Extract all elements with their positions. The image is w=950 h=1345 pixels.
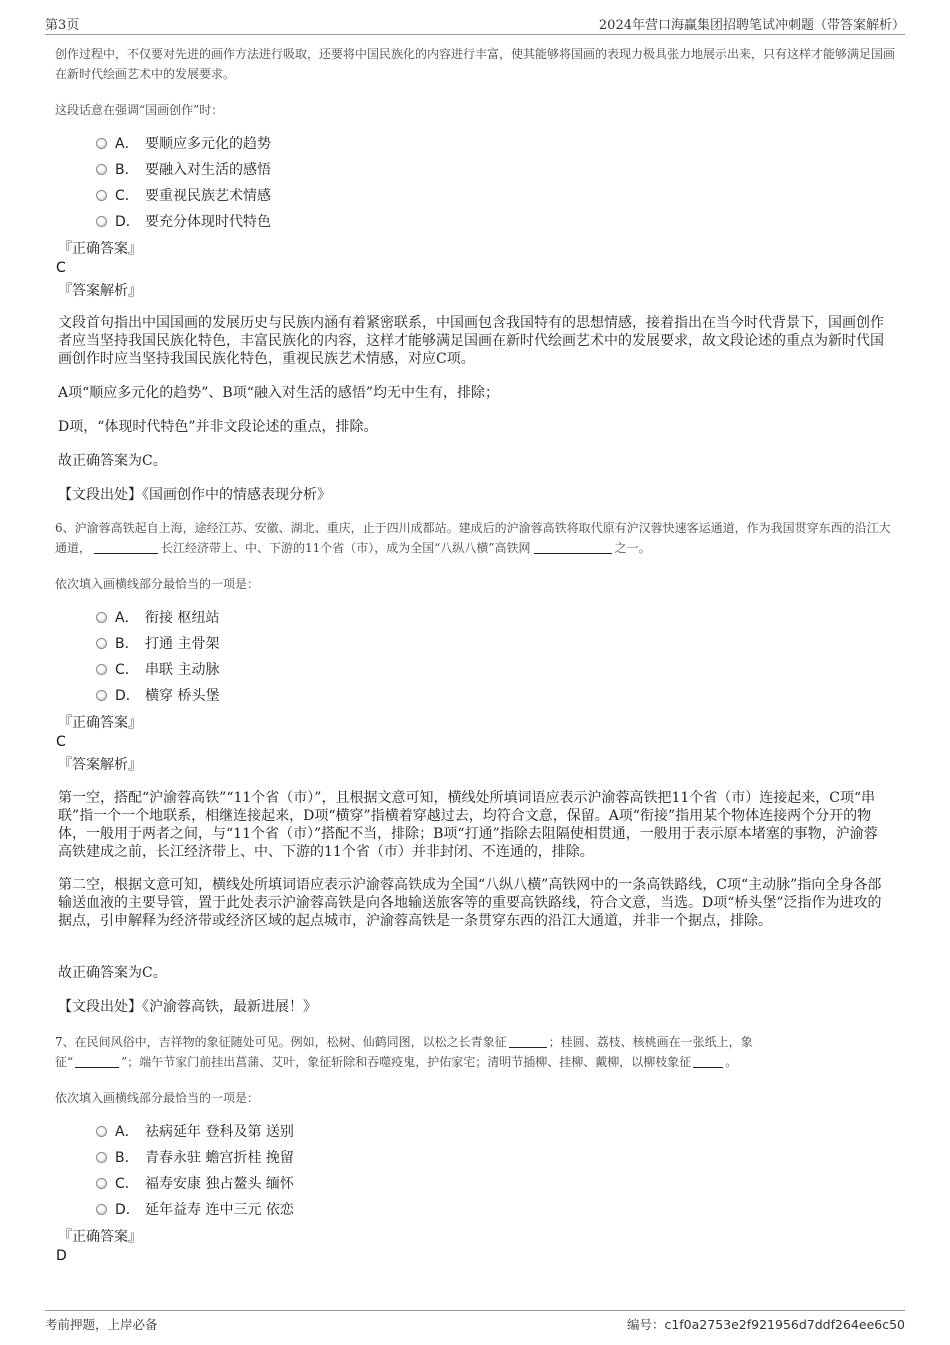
option-key: B． [115, 1150, 139, 1166]
passage-text: 征“ [55, 1055, 74, 1069]
radio-icon[interactable] [96, 138, 107, 149]
option-key: D． [115, 1202, 140, 1218]
option-key: C． [115, 662, 139, 678]
q5-analysis-label: 『答案解析』 [58, 283, 142, 299]
radio-icon[interactable] [96, 664, 107, 675]
q7-option-b[interactable] [96, 1148, 294, 1168]
footer-slogan: 考前押题，上岸必备 [45, 1317, 158, 1332]
q6-option-b[interactable] [96, 634, 219, 654]
q6-option-a[interactable] [96, 608, 219, 628]
radio-icon[interactable] [96, 1126, 107, 1137]
passage-text: ；桂圆、荔枝、核桃画在一张纸上，象 [548, 1035, 753, 1049]
radio-icon[interactable] [96, 612, 107, 623]
q7-option-a[interactable] [96, 1122, 294, 1142]
radio-icon[interactable] [96, 1152, 107, 1163]
q5-analysis-para: 故正确答案为C。 [58, 453, 167, 469]
q5-passage: 创作过程中，不仅要对先进的画作方法进行吸取，还要将中国民族化的内容进行丰富，使其能够将国画的表现力极具张力地展示出来，只有这样才能够满足国画在新时代绘画艺术中的发展要求。 [55, 47, 896, 81]
q6-analysis-label: 『答案解析』 [58, 757, 142, 773]
page-footer [45, 1310, 905, 1337]
q6-prompt: 依次填入画横线部分最恰当的一项是： [55, 577, 260, 591]
passage-text: 长江经济带上、中、下游的11个省（市），成为全国“八纵八横”高铁网 [161, 541, 531, 555]
q6-analysis-para: 故正确答案为C。 [58, 965, 167, 981]
option-text: 祛病延年 登科及第 送别 [145, 1124, 294, 1140]
q7-passage [55, 1032, 895, 1072]
q5-analysis-para: A项“顺应多元化的趋势”、B项“融入对生活的感悟”均无中生有，排除； [58, 385, 500, 401]
q6-option-c[interactable] [96, 660, 219, 680]
page-number: 第3页 [45, 18, 80, 33]
q5-prompt: 这段话意在强调“国画创作”时： [55, 103, 224, 117]
q7-answer-label: 『正确答案』 [58, 1229, 142, 1245]
fill-blank [75, 1055, 119, 1068]
q5-option-a[interactable] [96, 134, 271, 154]
option-key: A． [115, 136, 139, 152]
radio-icon[interactable] [96, 190, 107, 201]
option-text: 延年益寿 连中三元 依恋 [145, 1202, 294, 1218]
q5-answer-label: 『正确答案』 [58, 241, 142, 257]
question-number: 6、 [55, 521, 75, 535]
option-text: 要顺应多元化的趋势 [145, 136, 271, 152]
option-text: 福寿安康 独占鳌头 缅怀 [145, 1176, 294, 1192]
page-header [45, 12, 905, 35]
q6-source: 【文段出处】《沪渝蓉高铁，最新进展！》 [58, 999, 317, 1015]
option-text: 要充分体现时代特色 [145, 214, 271, 230]
q7-answer: D [56, 1248, 67, 1264]
q6-answer: C [56, 734, 66, 750]
option-key: C． [115, 1176, 139, 1192]
q7-prompt: 依次填入画横线部分最恰当的一项是： [55, 1091, 260, 1105]
option-key: D． [115, 688, 140, 704]
radio-icon[interactable] [96, 1178, 107, 1189]
q6-passage [55, 518, 895, 558]
document-title: 2024年营口海赢集团招聘笔试冲刺题（带答案解析） [598, 18, 905, 33]
option-text: 青春永驻 蟾宫折桂 挽留 [145, 1150, 294, 1166]
radio-icon[interactable] [96, 1204, 107, 1215]
option-key: B． [115, 162, 139, 178]
q5-option-b[interactable] [96, 160, 271, 180]
option-text: 串联 主动脉 [145, 662, 220, 678]
option-text: 要重视民族艺术情感 [145, 188, 271, 204]
option-key: C． [115, 188, 139, 204]
option-key: B． [115, 636, 139, 652]
fill-blank [534, 541, 612, 554]
fill-blank [509, 1035, 547, 1048]
q5-option-c[interactable] [96, 186, 271, 206]
option-text: 要融入对生活的感悟 [145, 162, 271, 178]
q6-answer-label: 『正确答案』 [58, 715, 142, 731]
document-code [627, 1315, 905, 1333]
radio-icon[interactable] [96, 690, 107, 701]
q6-analysis-para: 第二空，根据文意可知，横线处所填词语应表示沪渝蓉高铁成为全国“八纵八横”高铁网中的一条高铁路线，C项“主动脉”指向全身各部输送血液的主要导管，置于此处表示沪渝蓉高铁是向各地输送旅客等的重要高铁路线，符合文意，当选。D项“桥头堡”泛指作为进攻的据点，引申解释为经济带或经济区域的起点城市，沪渝蓉高铁是一条贯穿东西的沿江大通道，并非一个据点，排除。 [58, 877, 882, 929]
code-label: 编号： [626, 1317, 665, 1332]
option-key: D． [115, 214, 140, 230]
option-text: 打通 主骨架 [145, 636, 220, 652]
q6-analysis-para: 第一空，搭配“沪渝蓉高铁”“11个省（市）”，且根据文意可知，横线处所填词语应表示沪渝蓉高铁把11个省（市）连接起来，C项“串联”指一个一个地联系，相继连接起来，D项“横穿”指横着穿越过去，均符合文意，保留。A项“衔接”指用某个物体连接两个分开的物体，一般用于两者之间，与“11个省（市）”搭配不当，排除；B项“打通”指除去阻隔使相贯通，一般用于表示原本堵塞的事物，沪渝蓉高铁建成之前，长江经济带上、中、下游的11个省（市）并非封闭、不连通的，排除。 [58, 790, 878, 860]
radio-icon[interactable] [96, 638, 107, 649]
passage-text: 。 [725, 1055, 738, 1069]
radio-icon[interactable] [96, 164, 107, 175]
q6-option-d[interactable] [96, 686, 219, 706]
option-text: 横穿 桥头堡 [145, 688, 220, 704]
passage-text: 沪渝蓉高铁起自上海，途经江苏、安徽、湖北、重庆，止于四川成都站。建成后的沪渝蓉高铁将取代原有沪汉蓉快速客运通道，作为我国贯穿东西的沿江大通道， [55, 521, 891, 555]
fill-blank [693, 1055, 723, 1068]
passage-text: 之一。 [614, 541, 651, 555]
q5-analysis-para: D项，“体现时代特色”并非文段论述的重点，排除。 [58, 419, 378, 435]
option-key: A． [115, 1124, 139, 1140]
q7-option-c[interactable] [96, 1174, 294, 1194]
option-key: A． [115, 610, 139, 626]
passage-text: 在民间风俗中，吉祥物的象征随处可见。例如，松树、仙鹤同图，以松之长青象征 [74, 1035, 507, 1049]
q7-option-d[interactable] [96, 1200, 294, 1220]
q5-answer: C [56, 260, 66, 276]
option-text: 衔接 枢纽站 [145, 610, 220, 626]
passage-text: ”；端午节家门前挂出菖蒲、艾叶，象征斩除和吞噬疫鬼，护佑家宅；清明节插柳、挂柳、戴柳，以柳枝象征 [121, 1055, 692, 1069]
question-number: 7、 [55, 1035, 75, 1049]
fill-blank [94, 541, 158, 554]
radio-icon[interactable] [96, 216, 107, 227]
code-value: c1f0a2753e2f921956d7ddf264ee6c50 [664, 1317, 905, 1332]
q5-analysis-para: 文段首句指出中国国画的发展历史与民族内涵有着紧密联系，中国画包含我国特有的思想情感，接着指出在当今时代背景下，国画创作者应当坚持我国民族化特色，丰富民族化的内容，这样才能够满足国画在新时代绘画艺术中的发展要求，故文段论述的重点为新时代国画创作时应当坚持我国民族化特色，重视民族艺术情感，对应C项。 [58, 315, 884, 367]
q5-source: 【文段出处】《国画创作中的情感表现分析》 [58, 487, 331, 503]
q5-option-d[interactable] [96, 212, 271, 232]
